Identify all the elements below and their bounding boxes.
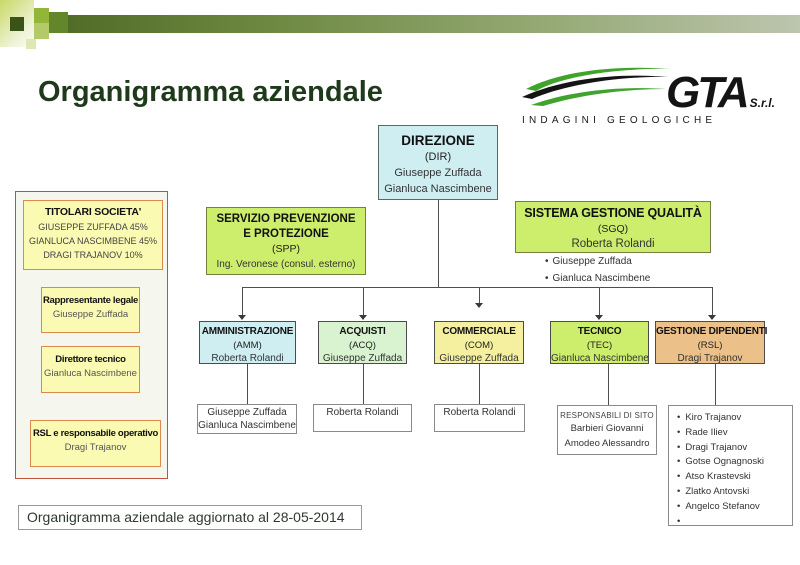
titolari-row: DRAGI TRAJANOV 10%: [43, 250, 143, 260]
list-item: • Rade Iliev: [677, 426, 792, 441]
staff-member: Roberta Rolandi: [443, 407, 516, 418]
gta-logo: [522, 62, 778, 126]
dept-box-commerciale: [434, 321, 524, 364]
connector-stem: [438, 200, 439, 287]
staff-member: Gianluca Nascimbene: [198, 420, 296, 431]
staff-box-tecnico: [557, 405, 657, 455]
connector-drop-ges: [712, 287, 713, 315]
box-code: (ACQ): [349, 340, 376, 351]
staff-box-commerciale: [434, 404, 525, 432]
list-item: [677, 515, 792, 530]
staff-member: Giuseppe Zuffada: [207, 407, 287, 418]
titolari-row: GIUSEPPE ZUFFADA 45%: [38, 222, 148, 232]
connector-drop-acq: [363, 287, 364, 315]
box-code: (RSL): [697, 340, 723, 351]
logo-suffix: S.r.l.: [749, 96, 775, 110]
staff-box-acquisti: [313, 404, 412, 432]
connector-drop-tec: [599, 287, 600, 315]
box-member: Gianluca Nascimbene: [384, 183, 492, 195]
staff-box-title: RESPONSABILI DI SITO: [560, 411, 654, 420]
connector-sub-tec: [608, 364, 609, 405]
arrow-down-icon: [708, 315, 716, 320]
dept-box-gestione-dipendenti: [655, 321, 768, 364]
deco-square: [26, 39, 36, 49]
connector-main: [242, 287, 713, 288]
box-title: SERVIZIO PREVENZIONE: [216, 213, 356, 225]
box-title: RSL e responsabile operativo: [33, 428, 158, 439]
logo-tagline: INDAGINI GEOLOGICHE: [522, 115, 717, 126]
arrow-down-icon: [595, 315, 603, 320]
staff-member: Roberta Rolandi: [326, 407, 399, 418]
staff-member: Barbieri Giovanni: [570, 423, 644, 434]
connector-sub-amm: [247, 364, 248, 404]
box-title: Rappresentante legale: [42, 295, 139, 306]
box-code: (DIR): [424, 151, 452, 163]
connector-drop-com: [479, 287, 480, 303]
box-title: AMMINISTRAZIONE: [201, 326, 294, 337]
titolari-title: TITOLARI SOCIETA': [44, 206, 142, 218]
connector-sub-acq: [363, 364, 364, 404]
titolari-box: [23, 200, 163, 270]
staff-box-dipendenti: [668, 405, 793, 526]
update-date-label: Organigramma aziendale aggiornato al 28-05-2014: [18, 505, 362, 530]
list-item: • Zlatko Antovski: [677, 485, 792, 500]
spp-box: [206, 207, 366, 275]
list-item: • Gotse Ognagnoski: [677, 455, 792, 470]
list-item: • Kiro Trajanov: [677, 411, 792, 426]
staff-box-amministrazione: [197, 404, 297, 434]
box-title: COMMERCIALE: [442, 326, 516, 337]
box-code: (SPP): [271, 243, 300, 255]
dept-box-acquisti: [318, 321, 407, 364]
deco-square: [49, 12, 68, 33]
box-title: TECNICO: [577, 326, 622, 337]
staff-member: Amodeo Alessandro: [564, 438, 650, 449]
box-title: ACQUISTI: [339, 326, 386, 337]
rsl-operativo-box: [30, 420, 161, 467]
list-item: • Gianluca Nascimbene: [545, 270, 695, 287]
dept-box-amministrazione: [199, 321, 296, 364]
box-member: Roberta Rolandi: [571, 238, 655, 250]
box-member: Ing. Veronese (consul. esterno): [216, 259, 356, 270]
box-member: Roberta Rolandi: [211, 353, 284, 364]
logo-text: GTA: [666, 68, 747, 117]
box-title: SISTEMA GESTIONE QUALITÀ: [524, 206, 702, 220]
rappresentante-legale-box: [41, 287, 140, 333]
connector-drop-amm: [242, 287, 243, 315]
box-member: Giuseppe Zuffada: [322, 353, 403, 364]
box-member: Dragi Trajanov: [677, 353, 743, 364]
deco-square: [34, 23, 49, 39]
page-title: Organigramma aziendale: [38, 76, 383, 108]
box-code: (COM): [464, 340, 494, 351]
sgq-bullet-list: [545, 253, 695, 287]
list-item: • Dragi Trajanov: [677, 441, 792, 456]
box-member: Giuseppe Zuffada: [439, 353, 519, 364]
box-member: Gianluca Nascimbene: [551, 353, 649, 364]
box-title: GESTIONE DIPENDENTI: [656, 326, 768, 337]
box-code: (SGQ): [597, 223, 629, 235]
logo-swoosh-icon: [522, 62, 672, 111]
deco-square: [34, 8, 49, 23]
employee-list: [677, 411, 792, 529]
direttore-tecnico-box: [41, 346, 140, 393]
box-code: (AMM): [233, 340, 262, 351]
list-item: • Angelco Stefanov: [677, 500, 792, 515]
sgq-box: [515, 201, 711, 253]
arrow-down-icon: [475, 303, 483, 308]
arrow-down-icon: [359, 315, 367, 320]
deco-square: [10, 17, 24, 31]
dept-box-tecnico: [550, 321, 649, 364]
owners-panel: [15, 191, 168, 479]
arrow-down-icon: [238, 315, 246, 320]
box-member: Gianluca Nascimbene: [44, 368, 137, 379]
box-member: Giuseppe Zuffada: [52, 309, 129, 320]
list-item: • Giuseppe Zuffada: [545, 253, 695, 270]
header-gradient-bar: [37, 15, 800, 33]
connector-sub-com: [479, 364, 480, 404]
box-title: DIREZIONE: [401, 133, 475, 148]
titolari-row: GIANLUCA NASCIMBENE 45%: [28, 236, 158, 246]
direzione-box: [378, 125, 498, 200]
box-title: Direttore tecnico: [55, 354, 126, 365]
box-code: (TEC): [586, 340, 613, 351]
list-item: • Atso Krastevski: [677, 470, 792, 485]
box-member: Dragi Trajanov: [64, 442, 127, 453]
box-title: E PROTEZIONE: [243, 228, 329, 240]
connector-sub-ges: [715, 364, 716, 405]
box-member: Giuseppe Zuffada: [394, 167, 482, 179]
